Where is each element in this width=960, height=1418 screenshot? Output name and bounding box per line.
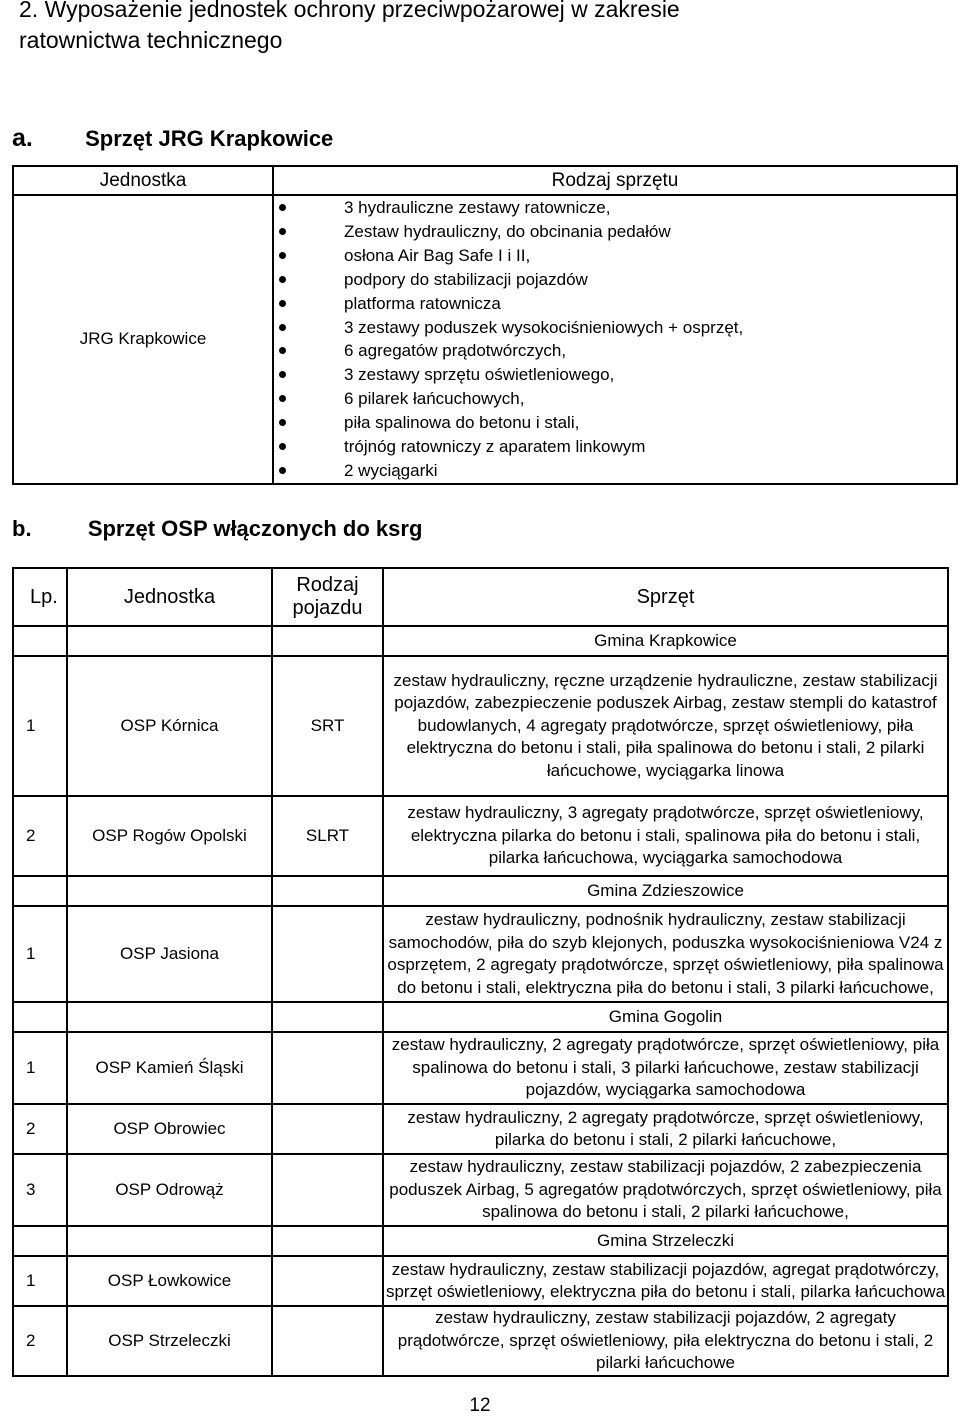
row-vehicle [272, 906, 383, 1002]
section-b-text: Sprzęt OSP włączonych do ksrg [87, 516, 423, 541]
gmina-name: Gmina Zdzieszowice [383, 876, 948, 906]
section-a-text: Sprzęt JRG Krapkowice [85, 126, 334, 151]
equipment-list-item: 6 pilarek łańcuchowych, [344, 387, 956, 411]
row-lp: 3 [13, 1154, 67, 1226]
equipment-table-jrg [12, 165, 958, 485]
table-row [13, 796, 948, 876]
page-number: 12 [469, 1395, 491, 1416]
row-unit: OSP Kórnica [67, 656, 272, 796]
table-row [13, 656, 948, 796]
row-unit: OSP Strzeleczki [67, 1306, 272, 1376]
header-vehicle-line2: pojazdu [292, 597, 363, 619]
gmina-row [13, 1002, 948, 1032]
row-lp: 1 [13, 656, 67, 796]
row-unit: OSP Odrowąż [67, 1154, 272, 1226]
row-unit: OSP Obrowiec [67, 1104, 272, 1154]
gmina-row [13, 1226, 948, 1256]
section-a-letter: a. [12, 124, 33, 152]
row-lp: 2 [13, 796, 67, 876]
equipment-list-item: 3 zestawy poduszek wysokociśnieniowych + osprzęt, [344, 316, 956, 340]
row-vehicle [272, 1306, 383, 1376]
header-unit: Jednostka [67, 568, 272, 626]
section-b-letter: b. [12, 516, 32, 541]
equipment-list-item: trójnóg ratowniczy z aparatem linkowym [344, 435, 956, 459]
gmina-name: Gmina Gogolin [383, 1002, 948, 1032]
row-equipment: zestaw hydrauliczny, ręczne urządzenie hydrauliczne, zestaw stabilizacji pojazdów, zabezpieczenie poduszek Airbag, zestaw stempli do katastrof budowlanych, 4 agregaty prądotwórcze, sprzęt oświetleniowy, piła elektryczna do betonu i stali, piła spalinowa do betonu i stali, 2 pilarki łańcuchowe, wyciągarka linowa [383, 656, 948, 796]
row-vehicle [272, 1032, 383, 1104]
section-a-title [12, 124, 333, 153]
row-lp: 2 [13, 1306, 67, 1376]
unit-name: JRG Krapkowice [13, 195, 273, 484]
row-equipment: zestaw hydrauliczny, zestaw stabilizacji pojazdów, 2 agregaty prądotwórcze, sprzęt oświetleniowy, piła elektryczna do betonu i stali, 2 pilarki łańcuchowe [383, 1306, 948, 1376]
equipment-list-item: platforma ratownicza [344, 292, 956, 316]
table-header-row [13, 166, 957, 195]
row-equipment: zestaw hydrauliczny, 2 agregaty prądotwórcze, sprzęt oświetleniowy, pilarka do betonu i stali, 2 pilarki łańcuchowe, [383, 1104, 948, 1154]
gmina-row [13, 876, 948, 906]
table-row [13, 1306, 948, 1376]
row-lp: 1 [13, 1256, 67, 1306]
header-unit: Jednostka [13, 166, 273, 195]
row-lp: 1 [13, 906, 67, 1002]
table-row [13, 906, 948, 1002]
row-unit: OSP Kamień Śląski [67, 1032, 272, 1104]
header-vehicle-line1: Rodzaj [296, 574, 359, 596]
row-lp: 1 [13, 1032, 67, 1104]
equipment-list-item: 3 zestawy sprzętu oświetleniowego, [344, 363, 956, 387]
row-equipment: zestaw hydrauliczny, 2 agregaty prądotwórcze, sprzęt oświetleniowy, piła spalinowa do betonu i stali, 3 pilarki łańcuchowe, zestaw stabilizacji pojazdów, wyciągarka samochodowa [383, 1032, 948, 1104]
row-lp: 2 [13, 1104, 67, 1154]
equipment-list-item: 6 agregatów prądotwórczych, [344, 339, 956, 363]
equipment-list-item: Zestaw hydrauliczny, do obcinania pedałów [344, 220, 956, 244]
equipment-list-item: podpory do stabilizacji pojazdów [344, 268, 956, 292]
gmina-name: Gmina Krapkowice [383, 626, 948, 656]
equipment-list-item: 2 wyciągarki [344, 459, 956, 483]
table-row [13, 1032, 948, 1104]
header-equipment: Sprzęt [383, 568, 948, 626]
row-unit: OSP Rogów Opolski [67, 796, 272, 876]
gmina-row [13, 626, 948, 656]
gmina-name: Gmina Strzeleczki [383, 1226, 948, 1256]
chapter-heading-line1: 2. Wyposażenie jednostek ochrony przeciwpożarowej w zakresie [19, 0, 680, 22]
equipment-table-osp [12, 567, 949, 1377]
equipment-list [274, 196, 956, 483]
row-vehicle [272, 1104, 383, 1154]
equipment-list-item: 3 hydrauliczne zestawy ratownicze, [344, 196, 956, 220]
row-equipment: zestaw hydrauliczny, podnośnik hydrauliczny, zestaw stabilizacji samochodów, piła do szyb klejonych, poduszka wysokociśnieniowa V24 z osprzętem, 2 agregaty prądotwórcze, sprzęt oświetleniowy, piła spalinowa do betonu i stali, elektryczna piła do betonu i stali, 3 pilarki łańcuchowe, [383, 906, 948, 1002]
row-unit: OSP Łowkowice [67, 1256, 272, 1306]
table-header-row [13, 568, 948, 626]
row-equipment: zestaw hydrauliczny, 3 agregaty prądotwórcze, sprzęt oświetleniowy, elektryczna pilarka do betonu i stali, spalinowa piła do betonu i stali, pilarka łańcuchowa, wyciągarka samochodowa [383, 796, 948, 876]
equipment-list-item: piła spalinowa do betonu i stali, [344, 411, 956, 435]
header-equipment-type: Rodzaj sprzętu [273, 166, 957, 195]
section-b-title [12, 516, 422, 542]
row-vehicle [272, 1256, 383, 1306]
header-lp: Lp. [13, 568, 67, 626]
table-row [13, 1154, 948, 1226]
table-row [13, 1256, 948, 1306]
equipment-list-item: osłona Air Bag Safe I i II, [344, 244, 956, 268]
row-equipment: zestaw hydrauliczny, zestaw stabilizacji pojazdów, agregat prądotwórczy, sprzęt oświetleniowy, elektryczna piła do betonu i stali, pilarka łańcuchowa [383, 1256, 948, 1306]
row-vehicle [272, 1154, 383, 1226]
row-vehicle: SRT [272, 656, 383, 796]
row-vehicle: SLRT [272, 796, 383, 876]
chapter-heading-line2: ratownictwa technicznego [19, 27, 283, 53]
row-equipment: zestaw hydrauliczny, zestaw stabilizacji pojazdów, 2 zabezpieczenia poduszek Airbag, 5 agregatów prądotwórczych, sprzęt oświetleniowy, piła spalinowa do betonu i stali, 2 pilarki łańcuchowe, [383, 1154, 948, 1226]
equipment-list-cell [273, 195, 957, 484]
header-vehicle-type [272, 568, 383, 626]
table-row [13, 195, 957, 484]
table-row [13, 1104, 948, 1154]
row-unit: OSP Jasiona [67, 906, 272, 1002]
chapter-heading [19, 0, 680, 56]
